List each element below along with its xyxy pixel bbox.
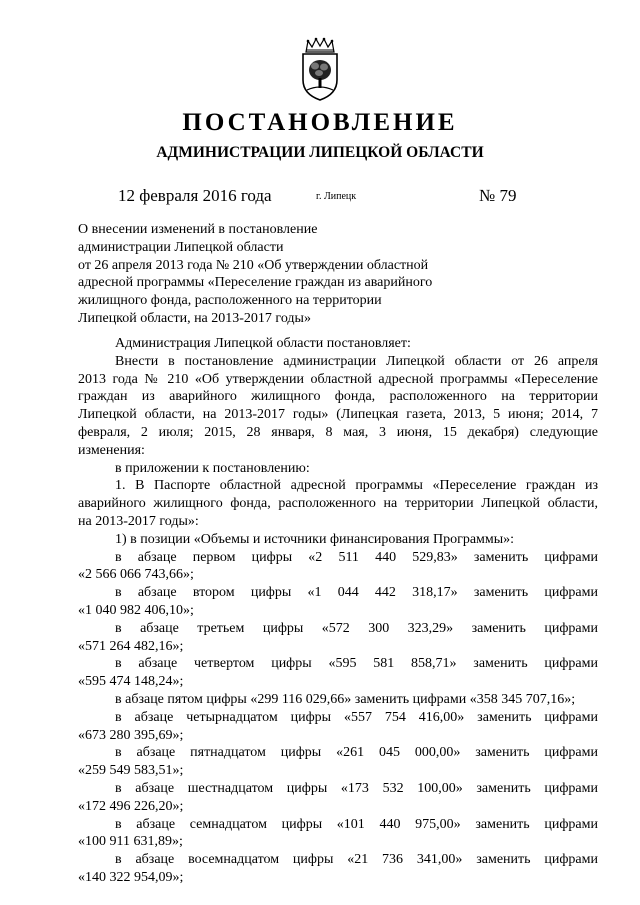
heading-line: жилищного фонда, расположенного на территории (78, 293, 382, 309)
body-line: в абзаце втором цифры «1 044 442 318,17» заменить цифрами (115, 585, 598, 601)
body-line: «172 496 226,20»; (78, 798, 184, 814)
body-line: в абзаце пятнадцатом цифры «261 045 000,00» заменить цифрами (115, 745, 598, 761)
body-line: изменения: (78, 442, 145, 458)
body-line: февраля, 2 июля; 2015, 28 января, 8 мая, 3 июня, 15 декабря) следующие (78, 424, 598, 440)
body-line: в абзаце шестнадцатом цифры «173 532 100,00» заменить цифрами (115, 780, 598, 796)
body-line: «2 566 066 743,66»; (78, 567, 194, 583)
body-line: аварийного жилищного фонда, расположенного на территории Липецкой области, (78, 496, 598, 512)
document-number: № 79 (479, 186, 517, 205)
body-line: в абзаце четырнадцатом цифры «557 754 416,00» заменить цифрами (115, 709, 598, 725)
heading-line: адресной программы «Переселение граждан из аварийного (78, 275, 433, 291)
body-line: «100 911 631,89»; (78, 834, 183, 850)
body-line: в абзаце восемнадцатом цифры «21 736 341,00» заменить цифрами (115, 852, 598, 868)
body-line: граждан из аварийного жилищного фонда, расположенного на территории (78, 389, 598, 405)
document-date: 12 февраля 2016 года (118, 186, 272, 205)
document-city: г. Липецк (316, 191, 357, 202)
heading-line: администрации Липецкой области (78, 239, 284, 255)
body-line: 2013 года № 210 «Об утверждении областной адресной программы «Переселение (78, 371, 598, 387)
body-line: Внести в постановление администрации Липецкой области от 26 апреля (115, 353, 598, 369)
body-line: в абзаце первом цифры «2 511 440 529,83» заменить цифрами (115, 549, 598, 565)
body-line: в абзаце четвертом цифры «595 581 858,71» заменить цифрами (115, 656, 598, 672)
document-heading (78, 221, 458, 328)
document-body (78, 335, 598, 887)
body-line: в абзаце пятом цифры «299 116 029,66» заменить цифрами «358 345 707,16»; (115, 691, 576, 707)
body-line: «1 040 982 406,10»; (78, 602, 194, 618)
document-title: ПОСТАНОВЛЕНИЕ (182, 109, 458, 136)
body-line: в абзаце третьем цифры «572 300 323,29» заменить цифрами (115, 620, 598, 636)
body-line: «259 549 583,51»; (78, 763, 184, 779)
document-subtitle: АДМИНИСТРАЦИИ ЛИПЕЦКОЙ ОБЛАСТИ (156, 144, 484, 161)
body-line: «571 264 482,16»; (78, 638, 184, 654)
body-line: Администрация Липецкой области постановляет: (115, 336, 411, 351)
heading-line: О внесении изменений в постановление (78, 222, 318, 237)
body-line: в абзаце семнадцатом цифры «101 440 975,00» заменить цифрами (115, 816, 598, 832)
lipetsk-coat-of-arms-icon (297, 36, 343, 102)
body-line: «140 322 954,09»; (78, 869, 184, 885)
body-line: на 2013-2017 годы»: (78, 513, 199, 529)
body-line: «673 280 395,69»; (78, 727, 184, 743)
body-line: «595 474 148,24»; (78, 674, 184, 690)
body-line: в приложении к постановлению: (115, 460, 310, 476)
heading-line: Липецкой области, на 2013-2017 годы» (78, 310, 311, 326)
body-line: 1. В Паспорте областной адресной программы «Переселение граждан из (115, 478, 598, 494)
body-line: 1) в позиции «Объемы и источники финансирования Программы»: (115, 531, 515, 547)
body-line: Липецкой области, на 2013-2017 годы» (Липецкая газета, 2013, 5 июня; 2014, 7 (78, 407, 598, 423)
heading-line: от 26 апреля 2013 года № 210 «Об утверждении областной (78, 257, 429, 273)
